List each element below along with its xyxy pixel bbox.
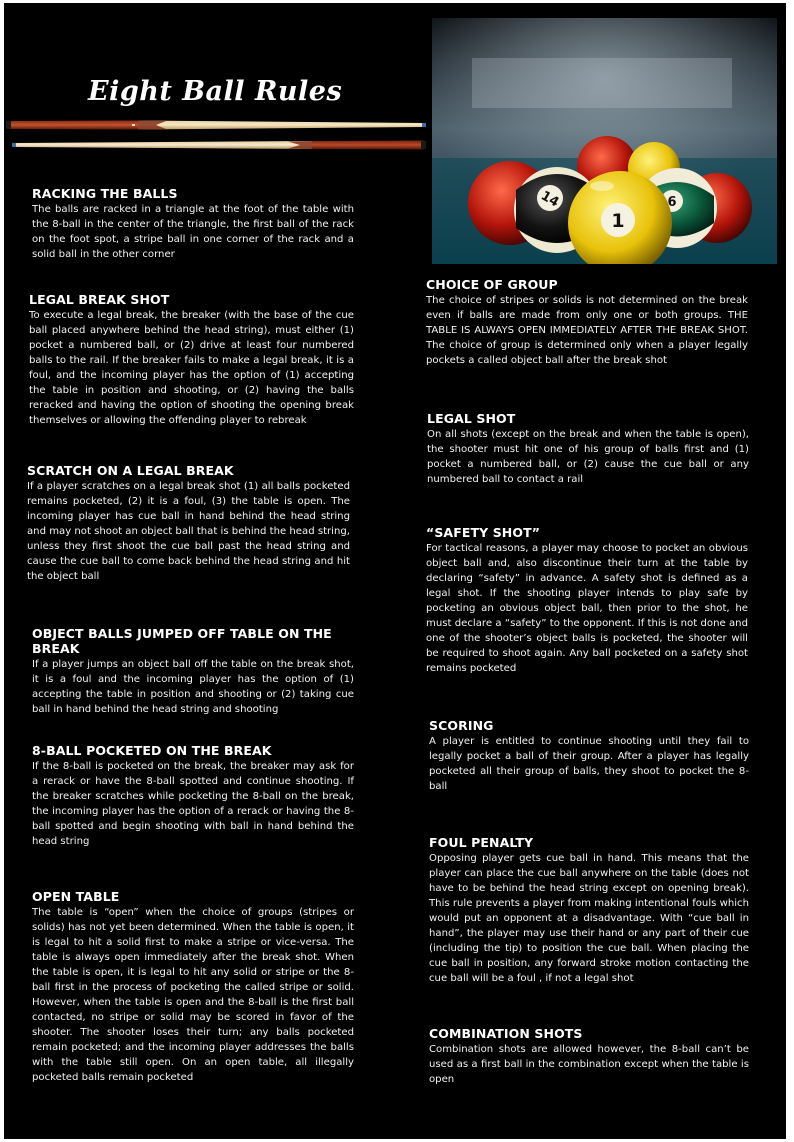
section-body: Combination shots are allowed however, the 8-ball can’t be used as a first ball in the combination except when the table is open [429,1044,749,1085]
section-combination-shots [429,1026,749,1087]
section-legal-shot [427,411,749,487]
rules-page [4,3,786,1139]
section-heading: CHOICE OF GROUP [426,277,558,292]
section-heading: SCORING [429,718,494,733]
billiard-balls-photo [432,18,777,264]
cue-stick-top [6,119,426,131]
section-choice-of-group [426,277,748,368]
section-foul-penalty [429,835,749,986]
ball-6-number: 6 [667,195,677,210]
section-racking [32,186,354,262]
section-body: The choice of stripes or solids is not determined on the break even if balls are made from only one or both groups. THE TABLE IS ALWAYS OPEN IMMEDIATELY AFTER THE BREAK SHOT. The choice of group is determined only when a player legally pockets a called object ball after the break shot [426,295,748,366]
section-heading: RACKING THE BALLS [32,186,178,201]
section-body: The table is “open” when the choice of groups (stripes or solids) has not yet been determined. When the table is open, it is legal to hit a solid first to make a stripe or vice-versa. The table is always open immediately after the break shot. When the table is open, it is legal to hit any solid or stripe or the 8-ball first in the process of pocketing the called stripe or solid. However, when the table is open and the 8-ball is the first ball contacted, no stripe or solid may be scored in favor of the shooter. The shooter loses their turn; any balls pocketed remain pocketed; and the incoming player addresses the balls with the table still open. On an open table, all illegally pocketed balls remain pocketed [32,907,354,1083]
section-body: On all shots (except on the break and when the table is open), the shooter must hit one of his group of balls first and (1) pocket a numbered ball, or (2) cause the cue ball or any numbered ball to contact a rail [427,429,749,485]
section-open-table [32,889,354,1085]
page-title: Eight Ball Rules [88,76,343,107]
section-heading: 8-BALL POCKETED ON THE BREAK [32,743,272,758]
cue-stick-bottom [12,139,426,151]
ball-1-number: 1 [611,210,625,232]
section-body: Opposing player gets cue ball in hand. This means that the player can place the cue ball anywhere on the table (does not have to be behind the head string except on opening break). This rule prevents a player from making intentional fouls which would put an opponent at a disadvantage. With “cue ball in hand”, the player may use their hand or any part of their cue (including the tip) to position the cue ball. When placing the cue ball in position, any forward stroke motion contacting the cue ball will be a foul , if not a legal shot [429,853,749,984]
section-heading: LEGAL BREAK SHOT [29,292,170,307]
section-scoring [429,718,749,794]
section-heading: COMBINATION SHOTS [429,1026,583,1041]
section-body: For tactical reasons, a player may choose to pocket an obvious object ball and, also discontinue their turn at the table by declaring “safety” in advance. A safety shot is defined as a legal shot. If the shooting player intends to play safe by pocketing an obvious object ball, then prior to the shot, he must declare a “safety” to the opponent. If this is not done and one of the shooter’s object balls is pocketed, the shooter will be required to shoot again. Any ball pocketed on a safety shot remains pocketed [426,543,748,674]
section-eight-ball-break [32,743,354,849]
ball-14-number: 14 [538,188,562,211]
section-heading: SCRATCH ON A LEGAL BREAK [27,463,234,478]
section-heading: “SAFETY SHOT” [426,525,541,540]
section-heading: FOUL PENALTY [429,835,534,850]
section-heading: OPEN TABLE [32,889,120,904]
section-body: If a player scratches on a legal break shot (1) all balls pocketed remains pocketed, (2) it is a foul, (3) the table is open. The incoming player has cue ball in hand behind the head string and may not shoot an object ball that is behind the head string, unless they first shoot the cue ball past the head string and cause the cue ball to come back behind the head string and hit the object ball [27,481,350,582]
section-body: If a player jumps an object ball off the table on the break shot, it is a foul and the incoming player has the option of (1) accepting the table in position and shooting or (2) taking cue ball in hand behind the head string and shooting [32,659,354,715]
section-body: If the 8-ball is pocketed on the break, the breaker may ask for a rerack or have the 8-ball spotted and continue shooting. If the breaker scratches while pocketing the 8-ball on the break, the incoming player has the option of a rerack or having the 8-ball spotted and begin shooting with ball in hand behind the head string [32,761,354,847]
section-body: The balls are racked in a triangle at the foot of the table with the 8-ball in the center of the triangle, the first ball of the rack on the foot spot, a stripe ball in one corner of the rack and a solid ball in the other corner [32,204,354,260]
section-heading: OBJECT BALLS JUMPED OFF TABLE ON THE BREAK [32,626,332,656]
section-body: A player is entitled to continue shooting until they fail to legally pocket a ball of their group. After a player has legally pocketed all their group of balls, they shoot to pocket the 8-ball [429,736,749,792]
section-scratch [27,463,350,584]
section-heading: LEGAL SHOT [427,411,516,426]
section-body: To execute a legal break, the breaker (with the base of the cue ball placed anywhere behind the head string), must either (1) pocket a numbered ball, or (2) drive at least four numbered balls to the rail. If the breaker fails to make a legal break, it is a foul, and the incoming player has the option of (1) accepting the table in position and shooting, or (2) having the balls reracked and having the option of shooting the opening break themselves or allowing the offending player to rebreak [29,310,354,426]
section-jumped [32,626,354,717]
section-safety-shot [426,525,748,676]
section-legal-break [29,292,354,428]
